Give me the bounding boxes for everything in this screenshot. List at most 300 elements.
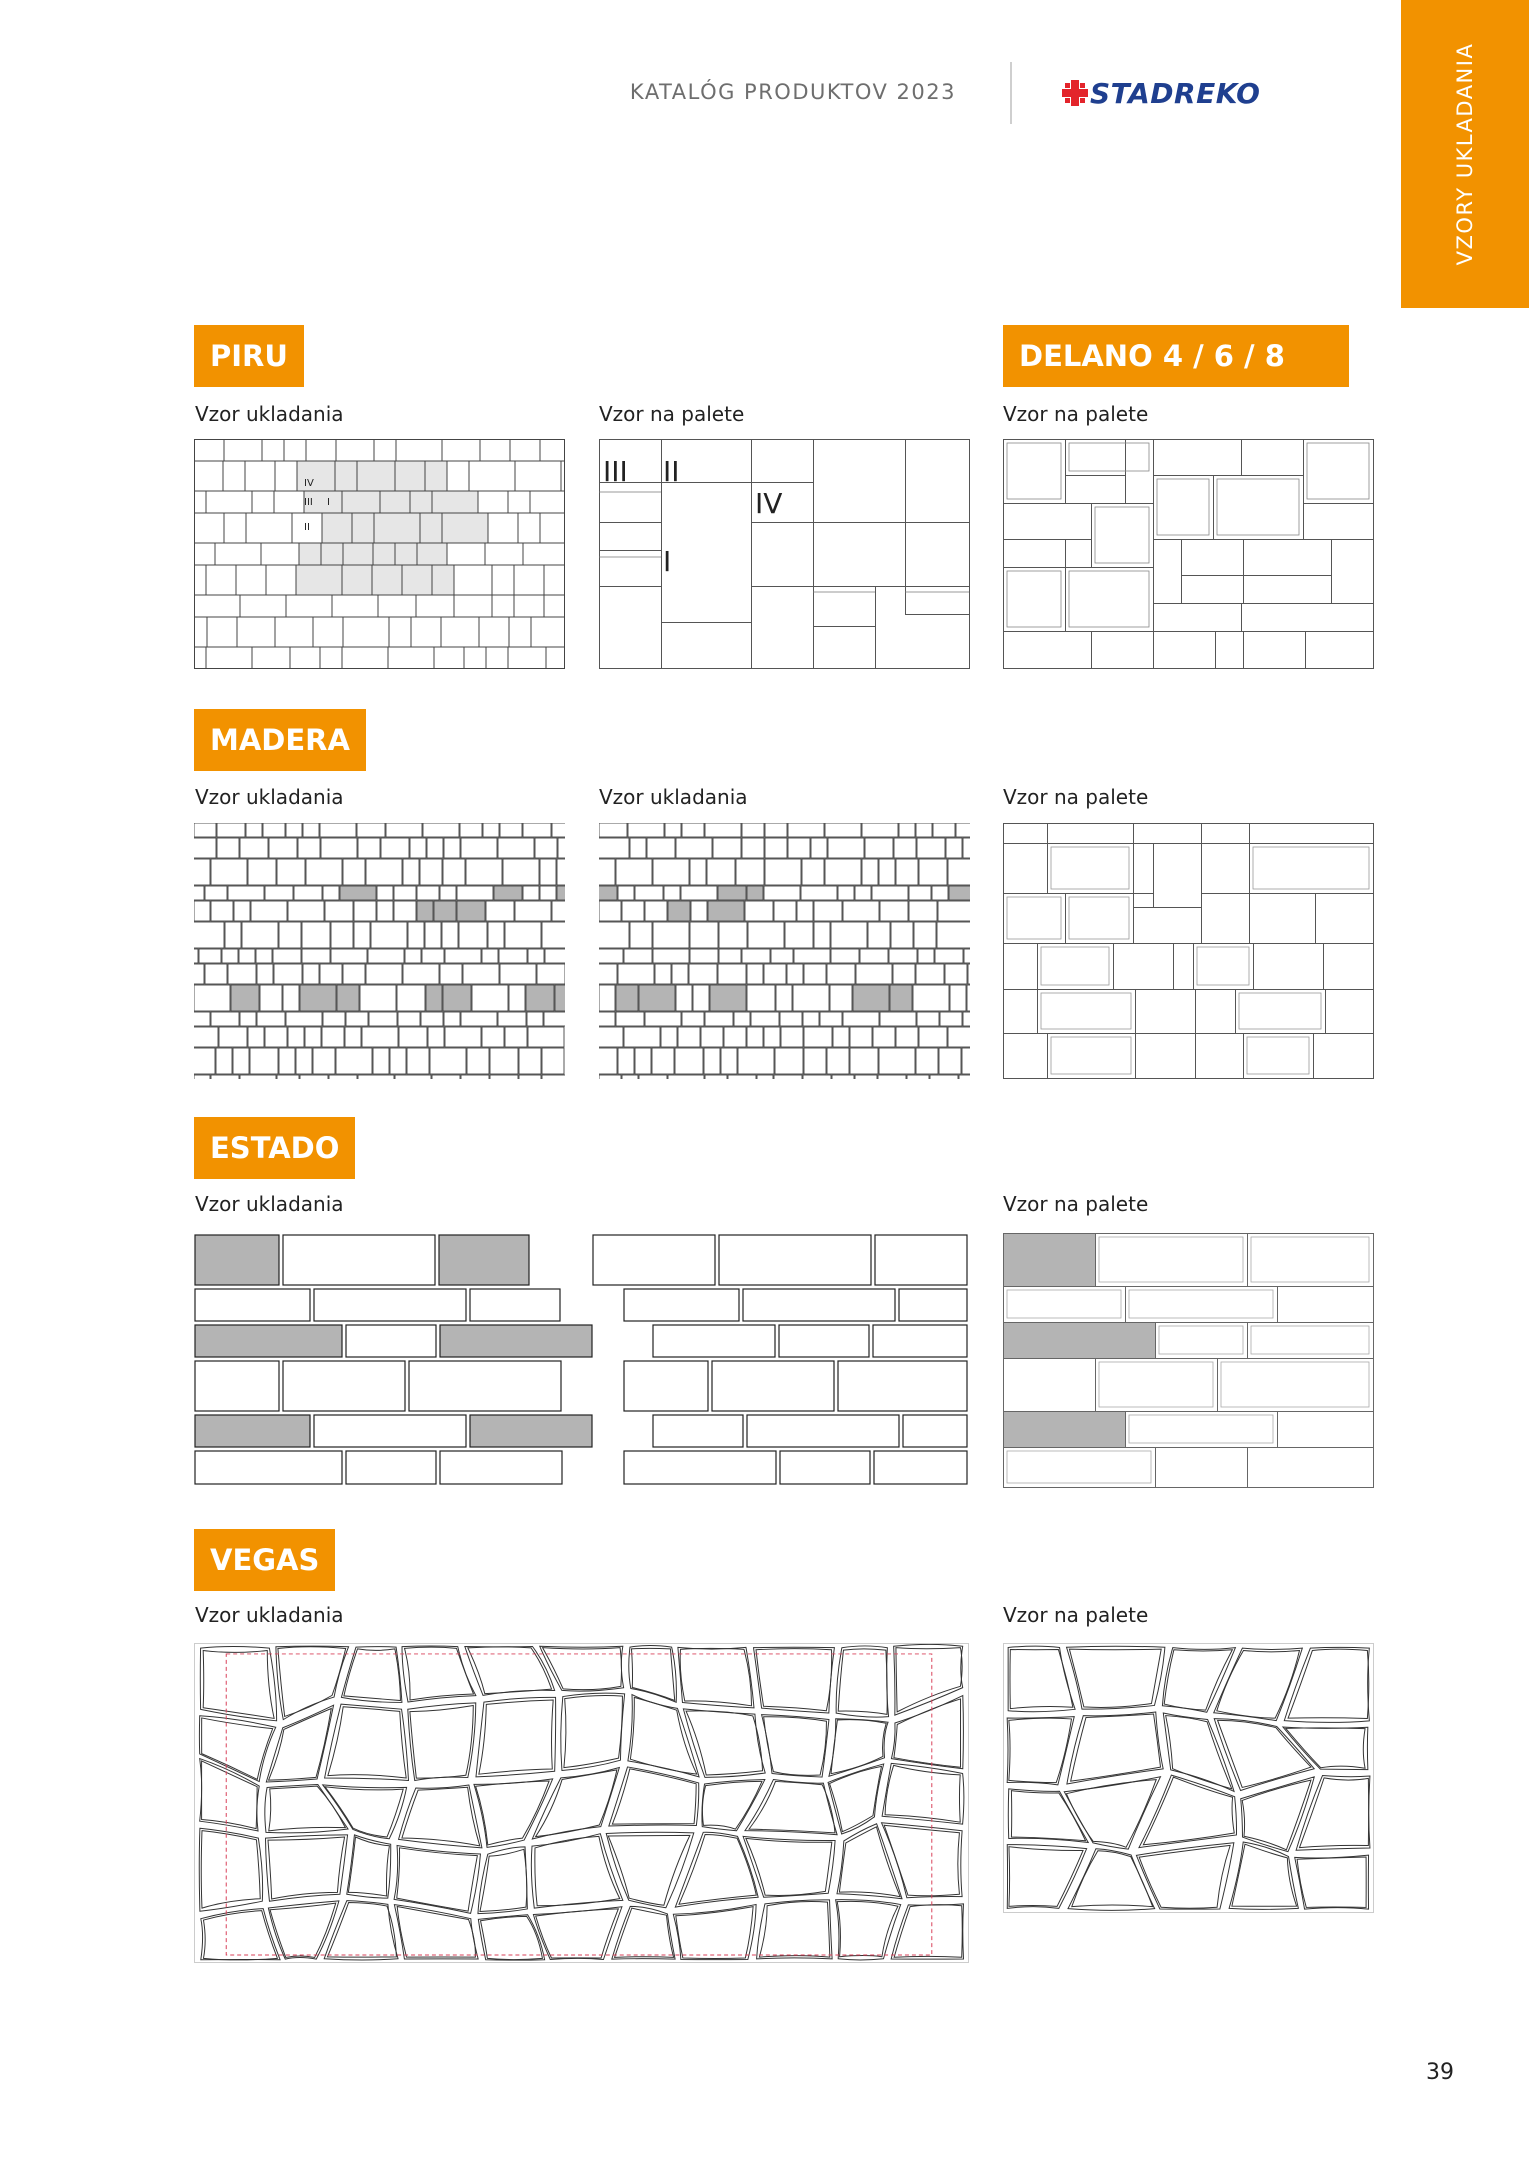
flagstone bbox=[894, 1699, 961, 1767]
flagstone bbox=[276, 1646, 349, 1719]
madera-block bbox=[899, 823, 915, 837]
madera-block bbox=[313, 1048, 335, 1074]
madera-block bbox=[540, 886, 556, 900]
madera-block bbox=[498, 838, 534, 858]
madera-block bbox=[930, 1075, 958, 1079]
piru-stone bbox=[514, 565, 544, 595]
madera-block bbox=[721, 1048, 737, 1074]
madera-block bbox=[472, 985, 508, 1011]
flagstone bbox=[749, 1781, 835, 1832]
madera-block bbox=[645, 901, 667, 921]
piru-stone bbox=[531, 617, 565, 647]
madera-block bbox=[804, 1027, 832, 1047]
madera-block bbox=[542, 922, 565, 948]
flagstone bbox=[327, 1902, 396, 1957]
madera-block bbox=[797, 901, 813, 921]
madera-block bbox=[260, 985, 282, 1011]
madera-block bbox=[461, 1012, 497, 1026]
madera-block bbox=[444, 838, 460, 858]
flagstone bbox=[676, 1907, 753, 1959]
madera-block bbox=[599, 901, 621, 921]
madera-block bbox=[381, 838, 409, 858]
section-heading-estado: ESTADO bbox=[194, 1117, 355, 1179]
flagstone bbox=[702, 1780, 765, 1831]
piru-stone bbox=[321, 543, 343, 565]
piru-stone bbox=[479, 617, 509, 647]
madera-block bbox=[850, 1048, 878, 1074]
flagstone bbox=[328, 1707, 406, 1778]
piru-stone bbox=[290, 647, 320, 669]
piru-stone bbox=[478, 491, 508, 513]
flagstone bbox=[265, 1785, 348, 1833]
madera-block bbox=[747, 985, 775, 1011]
piru-stone bbox=[343, 617, 389, 647]
madera-block bbox=[693, 985, 709, 1011]
piru-stone bbox=[275, 617, 313, 647]
madera-block bbox=[194, 1027, 218, 1047]
madera-block bbox=[599, 985, 615, 1011]
delano-pallet-pattern bbox=[1003, 439, 1374, 669]
madera-block bbox=[288, 901, 324, 921]
madera-block bbox=[745, 901, 773, 921]
madera-block bbox=[545, 949, 565, 963]
madera-block bbox=[933, 823, 955, 837]
madera-block bbox=[618, 1048, 634, 1074]
madera-block bbox=[248, 859, 276, 885]
madera-block bbox=[705, 1075, 727, 1079]
madera-block bbox=[410, 838, 426, 858]
flagstone bbox=[615, 1908, 674, 1957]
madera-block bbox=[946, 838, 962, 858]
madera-block bbox=[194, 985, 230, 1011]
madera-block bbox=[896, 859, 918, 885]
madera-block bbox=[490, 1048, 518, 1074]
brand-logo bbox=[1062, 76, 1260, 110]
piru-stone bbox=[252, 491, 274, 513]
madera-block bbox=[825, 859, 861, 885]
madera-block bbox=[434, 901, 456, 921]
madera-block bbox=[616, 1012, 644, 1026]
madera-block bbox=[917, 838, 945, 858]
piru-stone bbox=[342, 565, 372, 595]
flagstone bbox=[268, 1901, 339, 1959]
piru-pallet-pattern bbox=[599, 439, 970, 669]
madera-block bbox=[373, 1048, 389, 1074]
madera-block bbox=[194, 922, 224, 948]
madera-block bbox=[825, 823, 861, 837]
flagstone bbox=[628, 1695, 699, 1777]
piru-stone bbox=[246, 513, 292, 543]
madera-block bbox=[868, 922, 890, 948]
madera-block bbox=[814, 922, 830, 948]
madera-block bbox=[302, 949, 330, 963]
madera-block bbox=[764, 1027, 780, 1047]
madera-block bbox=[788, 838, 810, 858]
flagstone bbox=[1010, 1649, 1073, 1708]
piru-stone bbox=[509, 617, 531, 647]
madera-block bbox=[354, 922, 370, 948]
madera-block bbox=[526, 985, 554, 1011]
flagstone bbox=[476, 1697, 556, 1777]
madera-block bbox=[426, 985, 442, 1011]
madera-block bbox=[873, 1027, 895, 1047]
madera-block bbox=[850, 1027, 872, 1047]
madera-block bbox=[879, 859, 895, 885]
madera-block bbox=[624, 949, 652, 963]
madera-block bbox=[891, 922, 913, 948]
madera-block bbox=[776, 985, 792, 1011]
madera-block bbox=[862, 823, 898, 837]
madera-block bbox=[248, 1027, 264, 1047]
piru-pallet-label: Vzor na palete bbox=[599, 402, 745, 426]
estado-pallet-label: Vzor na palete bbox=[1003, 1192, 1149, 1216]
madera-block bbox=[945, 964, 967, 984]
flagstone bbox=[680, 1648, 751, 1705]
flagstone bbox=[201, 1909, 280, 1960]
madera-block bbox=[460, 823, 482, 837]
piru-stone bbox=[320, 647, 342, 669]
madera-block bbox=[343, 859, 365, 885]
flagstone bbox=[202, 1761, 258, 1829]
madera-block bbox=[217, 823, 245, 837]
madera-block bbox=[827, 964, 855, 984]
piru-stone bbox=[306, 439, 336, 461]
madera-block bbox=[377, 901, 393, 921]
piru-stone bbox=[286, 595, 332, 617]
madera-block bbox=[194, 886, 204, 900]
piru-stone bbox=[388, 647, 434, 669]
madera-block bbox=[242, 922, 278, 948]
madera-block bbox=[405, 949, 421, 963]
piru-stone bbox=[194, 513, 224, 543]
flagstone bbox=[202, 1718, 273, 1779]
madera-block bbox=[540, 859, 556, 885]
madera-block bbox=[917, 1012, 939, 1026]
madera-block bbox=[461, 838, 497, 858]
madera-block bbox=[523, 886, 539, 900]
madera-block bbox=[624, 1027, 660, 1047]
madera-block bbox=[323, 886, 339, 900]
madera-laying-pattern-2 bbox=[599, 823, 970, 1079]
section-heading-delano: DELANO 4 / 6 / 8 bbox=[1003, 325, 1349, 387]
piru-stone bbox=[378, 595, 416, 617]
madera-block bbox=[302, 922, 330, 948]
madera-block bbox=[390, 1048, 406, 1074]
piru-stone bbox=[454, 565, 492, 595]
madera-block bbox=[645, 1012, 681, 1026]
flagstone bbox=[759, 1902, 829, 1958]
madera-block bbox=[653, 922, 689, 948]
madera-block bbox=[336, 1048, 372, 1074]
piru-mark-i: I bbox=[327, 497, 330, 508]
madera-block bbox=[919, 1027, 947, 1047]
madera-block bbox=[599, 964, 617, 984]
flagstone bbox=[1288, 1649, 1369, 1718]
madera-block bbox=[734, 1012, 750, 1026]
madera-block bbox=[855, 886, 871, 900]
madera-block bbox=[719, 949, 741, 963]
piru-stone bbox=[194, 647, 206, 669]
flagstone bbox=[201, 1831, 260, 1909]
madera-block bbox=[527, 1012, 543, 1026]
madera-block bbox=[742, 823, 764, 837]
piru-stone bbox=[284, 439, 306, 461]
flagstone bbox=[678, 1647, 754, 1708]
piru-pallet-svg bbox=[599, 439, 970, 669]
madera-block bbox=[552, 901, 565, 921]
madera-block bbox=[211, 859, 247, 885]
flagstone bbox=[203, 1911, 277, 1960]
piru-stone bbox=[374, 513, 420, 543]
madera-block bbox=[194, 949, 198, 963]
madera-block bbox=[599, 922, 629, 948]
vegas-laying-svg bbox=[195, 1644, 968, 1962]
madera-block bbox=[443, 859, 465, 885]
piru-stone bbox=[442, 439, 480, 461]
madera-block bbox=[263, 823, 285, 837]
flagstone bbox=[402, 1646, 476, 1702]
madera-block bbox=[490, 1075, 518, 1079]
section-heading-vegas: VEGAS bbox=[194, 1529, 335, 1591]
madera-block bbox=[300, 985, 336, 1011]
madera-block bbox=[948, 1027, 970, 1047]
madera-block bbox=[399, 1027, 427, 1047]
page-number: 39 bbox=[1426, 2060, 1454, 2085]
madera-block bbox=[225, 922, 241, 948]
madera-block bbox=[274, 964, 302, 984]
madera-block bbox=[856, 964, 892, 984]
madera-block bbox=[500, 823, 522, 837]
piru-stone bbox=[515, 461, 561, 491]
madera-block bbox=[962, 1048, 970, 1074]
piru-stone bbox=[252, 647, 290, 669]
flagstone bbox=[839, 1827, 900, 1897]
flagstone bbox=[830, 1766, 882, 1831]
flagstone bbox=[762, 1715, 829, 1777]
madera-block bbox=[681, 886, 717, 900]
madera-block bbox=[811, 838, 827, 858]
madera-block bbox=[322, 1027, 344, 1047]
madera-block bbox=[655, 964, 671, 984]
madera-block bbox=[306, 859, 342, 885]
madera-block bbox=[832, 1075, 854, 1079]
flagstone bbox=[341, 1647, 402, 1703]
madera-block bbox=[599, 1048, 617, 1074]
madera-block bbox=[503, 859, 539, 885]
madera-block bbox=[907, 1075, 929, 1079]
piru-stone bbox=[342, 647, 388, 669]
madera-block bbox=[329, 1075, 357, 1079]
piru-mark-iii: III bbox=[304, 497, 313, 508]
estado-laying-label: Vzor ukladania bbox=[195, 1192, 344, 1216]
madera-block bbox=[939, 1048, 961, 1074]
madera-block bbox=[321, 838, 357, 858]
madera-block bbox=[728, 1075, 756, 1079]
flagstone bbox=[746, 1838, 832, 1895]
flagstone bbox=[1217, 1650, 1300, 1718]
flagstone bbox=[408, 1703, 476, 1781]
madera-block bbox=[794, 949, 830, 963]
madera-block bbox=[445, 949, 481, 963]
madera-block bbox=[296, 1048, 312, 1074]
piru-stone bbox=[442, 513, 488, 543]
madera-block bbox=[194, 901, 210, 921]
madera-pallet-pattern bbox=[1003, 823, 1374, 1079]
madera-block bbox=[194, 1075, 210, 1079]
madera-block bbox=[500, 964, 536, 984]
madera-block bbox=[893, 964, 915, 984]
madera-block bbox=[963, 1012, 970, 1026]
madera-block bbox=[231, 985, 259, 1011]
piru-stone bbox=[523, 543, 565, 565]
flagstone bbox=[268, 1837, 345, 1899]
flagstone bbox=[683, 1709, 765, 1777]
madera-block bbox=[890, 985, 912, 1011]
piru-stone bbox=[194, 595, 240, 617]
madera-block bbox=[430, 1048, 466, 1074]
madera-block bbox=[519, 1048, 541, 1074]
flagstone bbox=[278, 1647, 346, 1717]
madera-block bbox=[668, 901, 690, 921]
madera-block bbox=[340, 886, 376, 900]
madera-block bbox=[422, 949, 444, 963]
madera-block bbox=[668, 1075, 704, 1079]
madera-block bbox=[466, 859, 502, 885]
madera-block bbox=[269, 838, 297, 858]
madera-block bbox=[967, 985, 970, 1011]
piru-stone bbox=[546, 647, 565, 669]
madera-block bbox=[830, 985, 852, 1011]
piru-stone bbox=[432, 491, 478, 513]
madera-block bbox=[535, 838, 557, 858]
madera-block bbox=[403, 964, 439, 984]
piru-laying-label: Vzor ukladania bbox=[195, 402, 344, 426]
madera-block bbox=[814, 901, 842, 921]
madera-block bbox=[386, 823, 422, 837]
flagstone bbox=[612, 1769, 696, 1824]
madera-block bbox=[542, 1048, 564, 1074]
madera-block bbox=[286, 823, 302, 837]
madera-block bbox=[950, 985, 966, 1011]
madera-block bbox=[440, 964, 462, 984]
madera-block bbox=[558, 838, 565, 858]
madera-block bbox=[599, 859, 615, 885]
madera-block bbox=[286, 1012, 322, 1026]
madera-block bbox=[785, 922, 813, 948]
madera-block bbox=[273, 949, 301, 963]
madera-block bbox=[713, 838, 741, 858]
piru-stone bbox=[372, 565, 402, 595]
piru-stone bbox=[224, 439, 262, 461]
madera-block bbox=[774, 901, 796, 921]
madera-block bbox=[707, 859, 735, 885]
madera-block bbox=[417, 886, 439, 900]
madera-block bbox=[494, 886, 522, 900]
piru-stone bbox=[335, 461, 357, 491]
piru-stone bbox=[223, 461, 245, 491]
madera-block bbox=[257, 1012, 285, 1026]
madera-block bbox=[653, 859, 689, 885]
madera-block bbox=[246, 823, 262, 837]
madera-block bbox=[377, 886, 393, 900]
flagstone bbox=[1296, 1776, 1370, 1851]
piru-stone bbox=[342, 491, 380, 513]
flagstone bbox=[885, 1765, 960, 1822]
flagstone bbox=[838, 1649, 887, 1715]
flagstone bbox=[1299, 1778, 1368, 1848]
flagstone bbox=[1242, 1780, 1311, 1850]
piru-stone bbox=[207, 617, 237, 647]
madera-block bbox=[690, 922, 718, 948]
flagstone bbox=[265, 1835, 347, 1901]
piru-stone bbox=[373, 543, 395, 565]
piru-stone bbox=[508, 491, 530, 513]
madera-block bbox=[486, 901, 514, 921]
madera-block bbox=[366, 859, 402, 885]
madera-block bbox=[483, 823, 499, 837]
madera-block bbox=[803, 1075, 831, 1079]
piru-stone bbox=[540, 513, 565, 543]
piru-stone bbox=[380, 491, 410, 513]
madera-block bbox=[804, 964, 826, 984]
piru-stone bbox=[296, 565, 342, 595]
madera-block bbox=[652, 1048, 674, 1074]
flagstone bbox=[394, 1846, 480, 1914]
madera-block bbox=[653, 949, 689, 963]
madera-block bbox=[639, 1075, 667, 1079]
piru-stone bbox=[469, 461, 515, 491]
madera-block bbox=[421, 1012, 443, 1026]
madera-block bbox=[219, 1027, 247, 1047]
flagstone bbox=[1295, 1855, 1369, 1909]
madera-block bbox=[432, 1075, 460, 1079]
madera-block bbox=[689, 964, 717, 984]
madera-block bbox=[519, 1075, 541, 1079]
flagstone bbox=[702, 1781, 762, 1829]
section-heading-madera: MADERA bbox=[194, 709, 366, 771]
madera-block bbox=[279, 1048, 295, 1074]
madera-block bbox=[775, 1048, 803, 1074]
madera-block bbox=[250, 1048, 278, 1074]
madera-block bbox=[747, 1027, 763, 1047]
madera-block bbox=[635, 1048, 651, 1074]
madera-block bbox=[277, 1075, 299, 1079]
madera-block bbox=[398, 1012, 420, 1026]
madera-block bbox=[277, 859, 305, 885]
piru-stone bbox=[417, 543, 447, 565]
flagstone bbox=[402, 1787, 480, 1846]
madera-block bbox=[865, 838, 893, 858]
madera-block bbox=[555, 985, 565, 1011]
madera-block bbox=[509, 985, 525, 1011]
madera-block bbox=[288, 1027, 304, 1047]
flagstone bbox=[1011, 1791, 1085, 1841]
piru-stone bbox=[332, 595, 378, 617]
piru-stone bbox=[194, 565, 206, 595]
side-tab-label: VZORY UKLADANIA bbox=[1453, 42, 1477, 266]
madera-block bbox=[537, 964, 565, 984]
piru-stone bbox=[194, 461, 223, 491]
madera-block bbox=[788, 823, 824, 837]
madera-block bbox=[234, 901, 250, 921]
madera-block bbox=[616, 985, 638, 1011]
piru-stone bbox=[416, 595, 454, 617]
madera-block bbox=[371, 922, 407, 948]
flagstone bbox=[1008, 1789, 1088, 1843]
flagstone bbox=[1297, 1857, 1366, 1907]
madera-block bbox=[682, 1012, 704, 1026]
section-heading-piru: PIRU bbox=[194, 325, 304, 387]
